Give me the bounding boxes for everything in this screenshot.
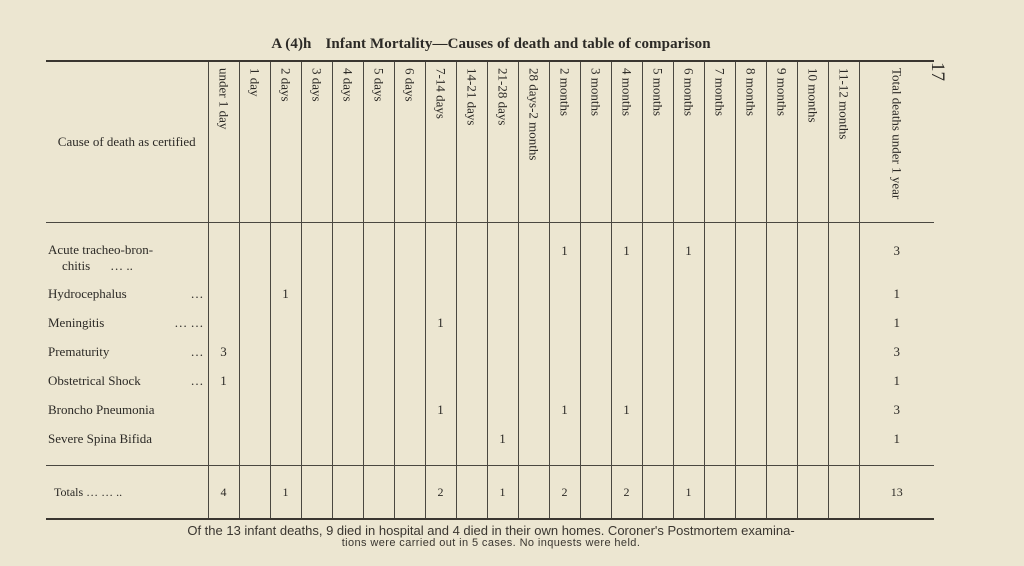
table-title-text: Infant Mortality—Causes of death and table of comparison bbox=[325, 36, 711, 52]
count-cell bbox=[704, 395, 735, 424]
count-cell bbox=[270, 395, 301, 424]
page-number: 17 bbox=[927, 62, 948, 81]
count-cell bbox=[394, 395, 425, 424]
count-cell bbox=[518, 424, 549, 453]
column-header: 8 months bbox=[735, 61, 766, 223]
count-cell bbox=[239, 237, 270, 279]
count-cell bbox=[363, 237, 394, 279]
count-cell bbox=[208, 279, 239, 308]
count-cell bbox=[394, 279, 425, 308]
count-cell bbox=[673, 395, 704, 424]
count-cell bbox=[642, 308, 673, 337]
count-cell bbox=[828, 424, 859, 453]
count-cell bbox=[580, 337, 611, 366]
count-cell bbox=[456, 237, 487, 279]
total-cell: 1 bbox=[270, 466, 301, 520]
count-cell bbox=[270, 308, 301, 337]
count-cell bbox=[642, 279, 673, 308]
total-cell bbox=[456, 466, 487, 520]
count-cell bbox=[518, 279, 549, 308]
count-cell bbox=[828, 308, 859, 337]
count-cell: 1 bbox=[859, 424, 934, 453]
count-cell bbox=[549, 424, 580, 453]
count-cell bbox=[828, 395, 859, 424]
column-header: 6 months bbox=[673, 61, 704, 223]
count-cell bbox=[673, 424, 704, 453]
count-cell bbox=[239, 337, 270, 366]
count-cell bbox=[363, 366, 394, 395]
total-cell: 1 bbox=[487, 466, 518, 520]
count-cell bbox=[239, 366, 270, 395]
column-header: 2 days bbox=[270, 61, 301, 223]
count-cell bbox=[270, 366, 301, 395]
count-cell: 1 bbox=[270, 279, 301, 308]
count-cell bbox=[394, 308, 425, 337]
count-cell bbox=[301, 366, 332, 395]
count-cell bbox=[456, 424, 487, 453]
column-header: 1 day bbox=[239, 61, 270, 223]
column-header: 14-21 days bbox=[456, 61, 487, 223]
column-header: 4 days bbox=[332, 61, 363, 223]
count-cell bbox=[766, 395, 797, 424]
column-header: 6 days bbox=[394, 61, 425, 223]
count-cell: 1 bbox=[859, 279, 934, 308]
column-header: 9 months bbox=[766, 61, 797, 223]
count-cell bbox=[735, 366, 766, 395]
count-cell bbox=[363, 337, 394, 366]
count-cell: 3 bbox=[208, 337, 239, 366]
count-cell bbox=[580, 237, 611, 279]
count-cell: 3 bbox=[859, 337, 934, 366]
count-cell bbox=[735, 308, 766, 337]
count-cell bbox=[332, 424, 363, 453]
count-cell bbox=[611, 279, 642, 308]
count-cell bbox=[425, 337, 456, 366]
count-cell bbox=[394, 366, 425, 395]
count-cell bbox=[828, 337, 859, 366]
count-cell bbox=[456, 366, 487, 395]
column-header: 5 days bbox=[363, 61, 394, 223]
table-row bbox=[46, 424, 934, 453]
count-cell bbox=[425, 237, 456, 279]
count-cell: 3 bbox=[859, 395, 934, 424]
count-cell: 1 bbox=[549, 237, 580, 279]
column-header: 3 days bbox=[301, 61, 332, 223]
count-cell bbox=[580, 424, 611, 453]
count-cell bbox=[580, 279, 611, 308]
header-row bbox=[46, 61, 934, 223]
column-header: 4 months bbox=[611, 61, 642, 223]
spacer-row bbox=[46, 223, 934, 238]
column-header: 5 months bbox=[642, 61, 673, 223]
cause-column-header: Cause of death as certified bbox=[57, 133, 196, 149]
table-row bbox=[46, 279, 934, 308]
total-cell bbox=[828, 466, 859, 520]
count-cell bbox=[332, 366, 363, 395]
count-cell: 1 bbox=[425, 308, 456, 337]
count-cell bbox=[549, 279, 580, 308]
totals-label: Totals … … .. bbox=[54, 484, 123, 499]
count-cell bbox=[456, 279, 487, 308]
count-cell bbox=[704, 237, 735, 279]
count-cell bbox=[239, 308, 270, 337]
count-cell bbox=[642, 337, 673, 366]
count-cell bbox=[208, 395, 239, 424]
count-cell bbox=[518, 337, 549, 366]
count-cell bbox=[611, 308, 642, 337]
count-cell: 1 bbox=[611, 395, 642, 424]
cause-cell: Hydrocephalus … bbox=[48, 285, 204, 301]
column-header: 2 months bbox=[549, 61, 580, 223]
column-header: 7 months bbox=[704, 61, 735, 223]
total-cell: 13 bbox=[859, 466, 934, 520]
count-cell bbox=[766, 424, 797, 453]
count-cell bbox=[673, 366, 704, 395]
column-header: Total deaths under 1 year bbox=[859, 61, 934, 223]
count-cell bbox=[270, 337, 301, 366]
cause-cell: Meningitis … … bbox=[48, 314, 204, 330]
cause-cell: Broncho Pneumonia bbox=[48, 401, 155, 417]
count-cell bbox=[828, 279, 859, 308]
count-cell bbox=[487, 237, 518, 279]
count-cell bbox=[301, 424, 332, 453]
count-cell: 1 bbox=[673, 237, 704, 279]
total-cell bbox=[735, 466, 766, 520]
count-cell bbox=[766, 308, 797, 337]
cause-cell: Severe Spina Bifida bbox=[48, 430, 152, 446]
count-cell bbox=[580, 395, 611, 424]
cause-cell: Prematurity … bbox=[48, 343, 204, 359]
count-cell bbox=[332, 237, 363, 279]
count-cell bbox=[611, 424, 642, 453]
count-cell bbox=[673, 308, 704, 337]
count-cell bbox=[704, 337, 735, 366]
count-cell bbox=[518, 395, 549, 424]
count-cell bbox=[332, 308, 363, 337]
count-cell bbox=[270, 424, 301, 453]
count-cell bbox=[673, 337, 704, 366]
footnote-line-1: Of the 13 infant deaths, 9 died in hospital and 4 died in their own homes. Coroner's Postmortem examina- bbox=[187, 523, 795, 538]
count-cell bbox=[208, 237, 239, 279]
count-cell bbox=[735, 424, 766, 453]
count-cell bbox=[332, 279, 363, 308]
column-header: 10 months bbox=[797, 61, 828, 223]
count-cell bbox=[611, 366, 642, 395]
total-cell bbox=[363, 466, 394, 520]
total-cell: 2 bbox=[425, 466, 456, 520]
count-cell bbox=[642, 237, 673, 279]
count-cell bbox=[456, 337, 487, 366]
count-cell bbox=[766, 337, 797, 366]
count-cell bbox=[549, 308, 580, 337]
count-cell bbox=[611, 337, 642, 366]
total-cell bbox=[239, 466, 270, 520]
count-cell bbox=[332, 395, 363, 424]
count-cell bbox=[704, 308, 735, 337]
count-cell bbox=[425, 279, 456, 308]
count-cell bbox=[704, 424, 735, 453]
cause-cell: Acute tracheo-bron- chitis … .. bbox=[48, 242, 154, 273]
table-row bbox=[46, 366, 934, 395]
count-cell: 1 bbox=[208, 366, 239, 395]
column-header: 11-12 months bbox=[828, 61, 859, 223]
infant-mortality-table bbox=[46, 60, 934, 520]
count-cell bbox=[580, 308, 611, 337]
table-row bbox=[46, 337, 934, 366]
count-cell bbox=[332, 337, 363, 366]
count-cell: 3 bbox=[859, 237, 934, 279]
column-header: 21-28 days bbox=[487, 61, 518, 223]
count-cell bbox=[363, 395, 394, 424]
count-cell: 1 bbox=[859, 366, 934, 395]
count-cell bbox=[766, 279, 797, 308]
column-header: 7-14 days bbox=[425, 61, 456, 223]
count-cell bbox=[301, 308, 332, 337]
count-cell bbox=[363, 424, 394, 453]
count-cell bbox=[704, 366, 735, 395]
count-cell bbox=[487, 279, 518, 308]
spacer-row bbox=[46, 453, 934, 466]
total-cell: 2 bbox=[549, 466, 580, 520]
count-cell bbox=[642, 395, 673, 424]
count-cell: 1 bbox=[425, 395, 456, 424]
count-cell bbox=[797, 237, 828, 279]
count-cell bbox=[797, 395, 828, 424]
count-cell bbox=[394, 237, 425, 279]
total-cell: 2 bbox=[611, 466, 642, 520]
count-cell bbox=[735, 279, 766, 308]
count-cell bbox=[766, 366, 797, 395]
count-cell bbox=[239, 424, 270, 453]
footnote-line-2: tions were carried out in 5 cases. No inquests were held. bbox=[341, 536, 641, 549]
count-cell bbox=[208, 308, 239, 337]
count-cell bbox=[363, 279, 394, 308]
count-cell bbox=[828, 237, 859, 279]
table-body bbox=[46, 223, 934, 466]
count-cell bbox=[301, 337, 332, 366]
count-cell bbox=[797, 424, 828, 453]
count-cell bbox=[487, 337, 518, 366]
table-number: A (4)h bbox=[271, 36, 312, 52]
count-cell bbox=[518, 366, 549, 395]
count-cell bbox=[425, 366, 456, 395]
count-cell bbox=[735, 395, 766, 424]
count-cell bbox=[518, 237, 549, 279]
count-cell: 1 bbox=[549, 395, 580, 424]
totals-row bbox=[46, 466, 934, 520]
count-cell bbox=[518, 308, 549, 337]
cause-cell: Obstetrical Shock … bbox=[48, 372, 204, 388]
table-row bbox=[46, 395, 934, 424]
column-header: under 1 day bbox=[208, 61, 239, 223]
count-cell bbox=[239, 279, 270, 308]
total-cell bbox=[797, 466, 828, 520]
total-cell: 1 bbox=[673, 466, 704, 520]
total-cell bbox=[394, 466, 425, 520]
count-cell bbox=[797, 279, 828, 308]
count-cell bbox=[239, 395, 270, 424]
count-cell bbox=[394, 424, 425, 453]
count-cell bbox=[270, 237, 301, 279]
total-cell bbox=[642, 466, 673, 520]
count-cell bbox=[642, 366, 673, 395]
count-cell bbox=[301, 395, 332, 424]
count-cell bbox=[766, 237, 797, 279]
count-cell bbox=[456, 395, 487, 424]
count-cell bbox=[549, 337, 580, 366]
count-cell: 1 bbox=[611, 237, 642, 279]
table-row bbox=[46, 237, 934, 279]
total-cell bbox=[704, 466, 735, 520]
count-cell bbox=[797, 366, 828, 395]
count-cell bbox=[208, 424, 239, 453]
count-cell bbox=[301, 279, 332, 308]
count-cell bbox=[549, 366, 580, 395]
table-title bbox=[0, 36, 982, 53]
column-header: 28 days-2 months bbox=[518, 61, 549, 223]
total-cell bbox=[518, 466, 549, 520]
count-cell bbox=[487, 395, 518, 424]
count-cell: 1 bbox=[859, 308, 934, 337]
count-cell bbox=[642, 424, 673, 453]
count-cell bbox=[394, 337, 425, 366]
count-cell bbox=[456, 308, 487, 337]
column-header: 3 months bbox=[580, 61, 611, 223]
count-cell bbox=[580, 366, 611, 395]
count-cell bbox=[797, 308, 828, 337]
footnote bbox=[44, 524, 938, 549]
count-cell bbox=[828, 366, 859, 395]
count-cell bbox=[735, 337, 766, 366]
total-cell bbox=[580, 466, 611, 520]
count-cell: 1 bbox=[487, 424, 518, 453]
total-cell bbox=[766, 466, 797, 520]
total-cell bbox=[332, 466, 363, 520]
total-cell: 4 bbox=[208, 466, 239, 520]
count-cell bbox=[487, 308, 518, 337]
count-cell bbox=[363, 308, 394, 337]
count-cell bbox=[735, 237, 766, 279]
count-cell bbox=[425, 424, 456, 453]
total-cell bbox=[301, 466, 332, 520]
count-cell bbox=[673, 279, 704, 308]
count-cell bbox=[301, 237, 332, 279]
count-cell bbox=[797, 337, 828, 366]
count-cell bbox=[487, 366, 518, 395]
table-row bbox=[46, 308, 934, 337]
count-cell bbox=[704, 279, 735, 308]
